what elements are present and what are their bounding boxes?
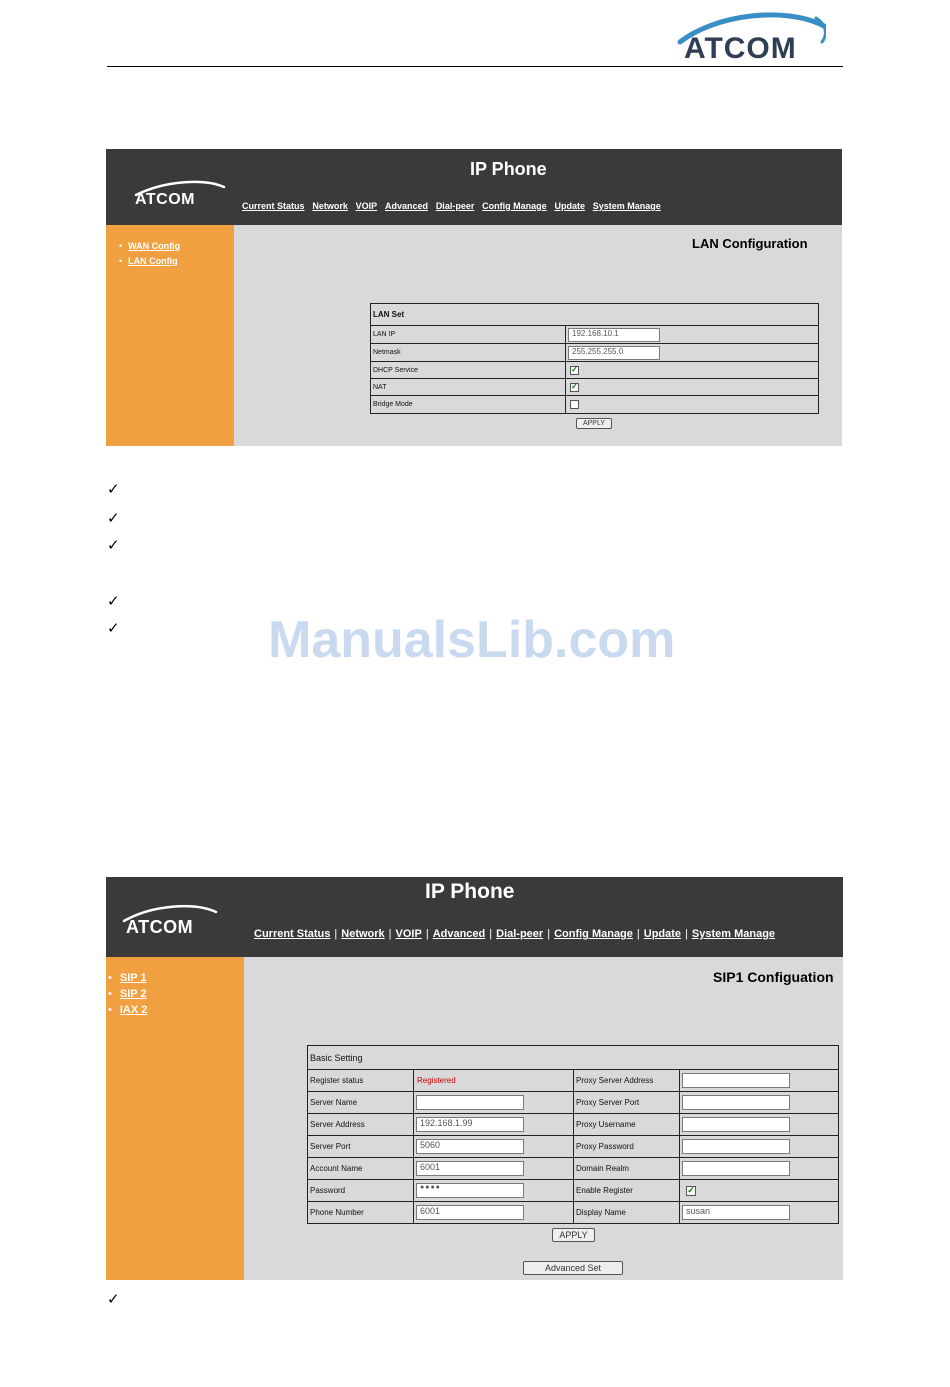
nav-separator xyxy=(477,201,479,211)
netmask-input[interactable]: 255.255.255.0 xyxy=(568,346,660,360)
dhcp-service-checkbox[interactable] xyxy=(570,366,579,375)
check-icon: ✓ xyxy=(571,381,578,391)
header-rule xyxy=(107,66,843,67)
row-label: Bridge Mode xyxy=(371,396,566,414)
bullet-icon: • xyxy=(119,240,123,251)
main-nav xyxy=(242,201,661,211)
bridge-mode-checkbox[interactable] xyxy=(570,400,579,409)
lan-set-table xyxy=(370,303,819,414)
enable-register-checkbox[interactable] xyxy=(686,1186,696,1196)
row-label: Proxy Server Address xyxy=(574,1070,680,1092)
table-row xyxy=(308,1070,839,1092)
table-row xyxy=(371,396,819,414)
check-bullet-icon: ✓ xyxy=(107,509,120,527)
proxy-server-port-input[interactable] xyxy=(682,1095,790,1110)
nav-separator xyxy=(431,201,433,211)
logo-text: ATCOM xyxy=(126,917,194,937)
table-header: LAN Set xyxy=(371,304,819,326)
main-nav xyxy=(254,928,775,940)
logo-text: ATCOM xyxy=(684,32,797,65)
table-row xyxy=(308,1158,839,1180)
nav-update[interactable]: Update xyxy=(554,201,585,211)
check-bullet-icon: ✓ xyxy=(107,619,120,637)
row-label: Account Name xyxy=(308,1158,414,1180)
nav-config-manage[interactable]: Config Manage xyxy=(554,928,633,940)
sidebar-item-wan-config xyxy=(119,238,234,253)
page-title: IP Phone xyxy=(470,159,547,179)
server-address-input[interactable]: 192.168.1.99 xyxy=(416,1117,524,1132)
nav-separator xyxy=(380,201,382,211)
nav-separator xyxy=(550,201,552,211)
sidebar-item-sip-1 xyxy=(108,970,244,986)
password-input[interactable]: ●●●● xyxy=(416,1183,524,1198)
nav-update[interactable]: Update xyxy=(643,928,682,940)
panel-logo xyxy=(126,179,236,213)
sidebar xyxy=(106,225,234,446)
server-name-input[interactable] xyxy=(416,1095,524,1110)
sip-config-screenshot xyxy=(106,877,843,1280)
lan-ip-input[interactable]: 192.168.10.1 xyxy=(568,328,660,342)
bullet-icon: • xyxy=(108,1004,112,1016)
sidebar-link-wan-config[interactable]: WAN Config xyxy=(128,240,181,251)
row-label: Enable Register xyxy=(574,1180,680,1202)
nat-checkbox[interactable] xyxy=(570,383,579,392)
row-label: LAN IP xyxy=(371,326,566,344)
watermark: ManualsLib.com xyxy=(268,611,676,669)
row-label: Phone Number xyxy=(308,1202,414,1224)
nav-separator xyxy=(351,201,353,211)
apply-button[interactable]: APPLY xyxy=(576,418,612,429)
row-label: Server Name xyxy=(308,1092,414,1114)
table-row xyxy=(308,1180,839,1202)
sidebar-link-iax-2[interactable]: IAX 2 xyxy=(119,1004,148,1016)
proxy-password-input[interactable] xyxy=(682,1139,790,1154)
nav-network[interactable]: Network xyxy=(341,928,385,940)
nav-separator: | xyxy=(388,928,392,940)
check-icon: ✓ xyxy=(571,364,578,374)
nav-separator: | xyxy=(489,928,493,940)
row-label: Proxy Username xyxy=(574,1114,680,1136)
sidebar-item-lan-config xyxy=(119,253,234,268)
table-row xyxy=(371,379,819,396)
nav-dial-peer[interactable]: Dial-peer xyxy=(496,928,544,940)
apply-button[interactable]: APPLY xyxy=(552,1228,595,1242)
nav-network[interactable]: Network xyxy=(312,201,348,211)
table-row xyxy=(308,1114,839,1136)
basic-setting-table xyxy=(307,1045,839,1224)
check-icon: ✓ xyxy=(687,1184,695,1195)
content-heading: LAN Configuration xyxy=(692,236,808,251)
nav-system-manage[interactable]: System Manage xyxy=(691,928,776,940)
nav-advanced[interactable]: Advanced xyxy=(384,201,428,211)
check-bullet-icon: ✓ xyxy=(107,1290,120,1308)
table-row xyxy=(371,326,819,344)
row-label: NAT xyxy=(371,379,566,396)
nav-separator: | xyxy=(685,928,688,940)
nav-current-status[interactable]: Current Status xyxy=(254,928,331,940)
bullet-icon: • xyxy=(108,972,112,984)
logo-text: ATCOM xyxy=(135,191,195,208)
row-label: Netmask xyxy=(371,344,566,362)
row-label: Server Address xyxy=(308,1114,414,1136)
advanced-set-button[interactable]: Advanced Set xyxy=(523,1261,623,1275)
nav-separator xyxy=(588,201,590,211)
sidebar-item-sip-2 xyxy=(108,986,244,1002)
table-header: Basic Setting xyxy=(308,1046,839,1070)
nav-system-manage[interactable]: System Manage xyxy=(592,201,661,211)
nav-separator: | xyxy=(425,928,429,940)
table-row xyxy=(308,1092,839,1114)
row-label: Domain Realm xyxy=(574,1158,680,1180)
proxy-username-input[interactable] xyxy=(682,1117,790,1132)
register-status-value: Registered xyxy=(417,1076,456,1085)
server-port-input[interactable]: 5060 xyxy=(416,1139,524,1154)
nav-separator: | xyxy=(547,928,551,940)
display-name-input[interactable]: susan xyxy=(682,1205,790,1220)
row-label: Proxy Server Port xyxy=(574,1092,680,1114)
nav-config-manage[interactable]: Config Manage xyxy=(482,201,547,211)
row-label: Display Name xyxy=(574,1202,680,1224)
row-label: Password xyxy=(308,1180,414,1202)
row-label: DHCP Service xyxy=(371,362,566,379)
bullet-icon: • xyxy=(108,988,112,1000)
account-name-input[interactable]: 6001 xyxy=(416,1161,524,1176)
nav-voip[interactable]: VOIP xyxy=(395,928,422,940)
row-label: Proxy Password xyxy=(574,1136,680,1158)
nav-advanced[interactable]: Advanced xyxy=(432,928,486,940)
table-row xyxy=(308,1136,839,1158)
sidebar-item-iax-2 xyxy=(108,1002,244,1018)
table-row xyxy=(371,344,819,362)
top-bar xyxy=(106,877,843,957)
content-heading: SIP1 Configuation xyxy=(713,969,834,985)
row-label: Register status xyxy=(308,1070,414,1092)
top-bar xyxy=(106,149,842,225)
sidebar-link-sip-2[interactable]: SIP 2 xyxy=(119,988,147,1000)
check-bullet-icon: ✓ xyxy=(107,480,120,498)
atcom-logo xyxy=(668,8,830,66)
sidebar xyxy=(106,957,244,1280)
nav-dial-peer[interactable]: Dial-peer xyxy=(435,201,475,211)
row-label: Server Port xyxy=(308,1136,414,1158)
sidebar-link-lan-config[interactable]: LAN Config xyxy=(128,255,178,266)
proxy-server-address-input[interactable] xyxy=(682,1073,790,1088)
table-row xyxy=(308,1202,839,1224)
nav-separator: | xyxy=(636,928,640,940)
panel-logo xyxy=(118,903,228,939)
nav-current-status[interactable]: Current Status xyxy=(242,201,305,211)
nav-separator: | xyxy=(334,928,338,940)
bullet-icon: • xyxy=(119,255,123,266)
nav-separator xyxy=(308,201,310,211)
page-title: IP Phone xyxy=(425,880,515,903)
sidebar-link-sip-1[interactable]: SIP 1 xyxy=(119,972,147,984)
nav-voip[interactable]: VOIP xyxy=(355,201,378,211)
check-bullet-icon: ✓ xyxy=(107,536,120,554)
domain-realm-input[interactable] xyxy=(682,1161,790,1176)
phone-number-input[interactable]: 6001 xyxy=(416,1205,524,1220)
check-bullet-icon: ✓ xyxy=(107,592,120,610)
lan-config-screenshot xyxy=(106,149,842,446)
table-row xyxy=(371,362,819,379)
